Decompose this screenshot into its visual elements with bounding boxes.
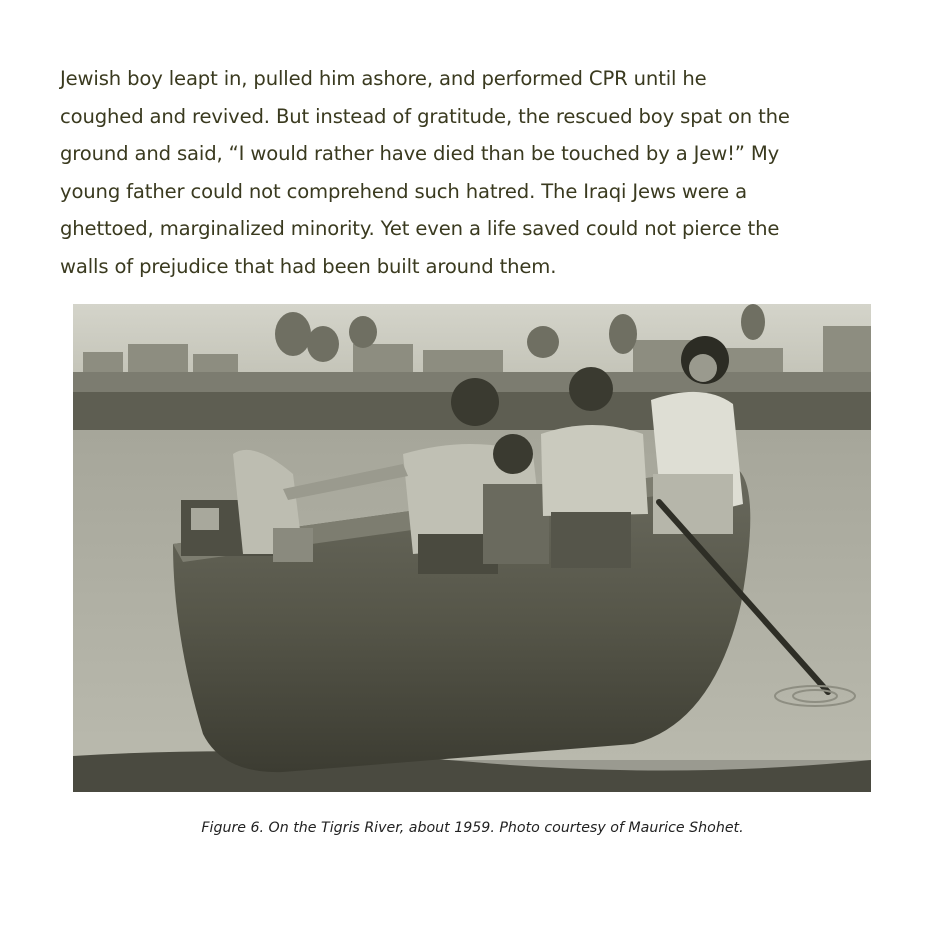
figure-caption: Figure 6. On the Tigris River, about 1959. Photo courtesy of Maurice Shohet. <box>201 820 744 836</box>
boat-photo-illustration <box>73 304 871 792</box>
figure-photo <box>73 304 871 792</box>
body-paragraph: Jewish boy leapt in, pulled him ashore, and performed CPR until he coughed and revived. But instead of gratitude, the rescued boy spat on the ground and said, “I would rather have died than be touched by a Jew!” My young father could not comprehend such hatred. The Iraqi Jews were a ghettoed, marginalized minority. Yet even a life saved could not pierce the walls of prejudice that had been built around them. <box>60 67 790 278</box>
